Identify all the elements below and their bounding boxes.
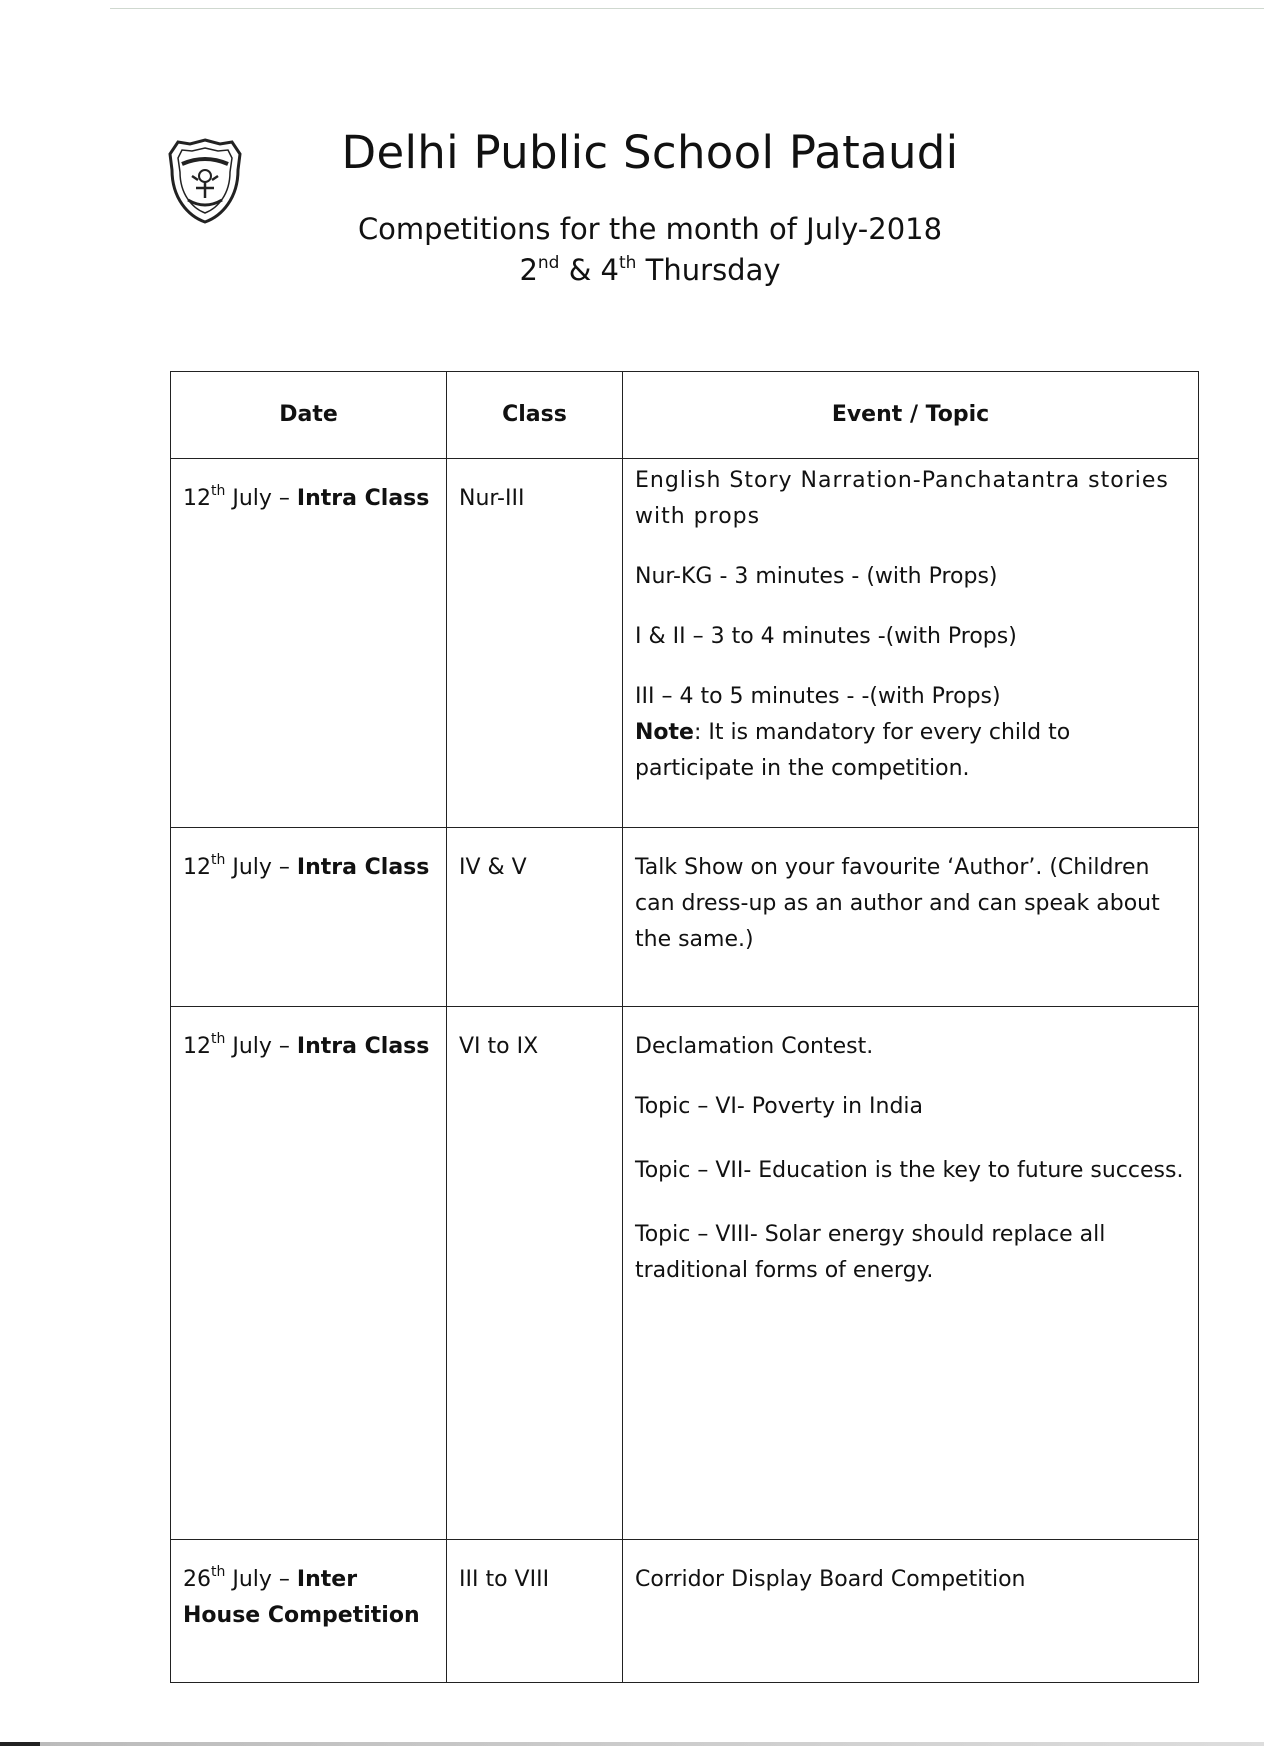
event-cell: [623, 1007, 1199, 1540]
date-cell: 12th July – Intra Class: [171, 828, 447, 1007]
event-title: Talk Show on your favourite ‘Author’. (Children can dress-up as an author and can speak about the same.): [635, 855, 1160, 952]
header-date: Date: [171, 372, 447, 459]
subtitle-month: Competitions for the month of July-2018: [357, 212, 943, 246]
event-detail: I & II – 3 to 4 minutes -(with Props): [635, 624, 1017, 649]
event-detail: Nur-KG - 3 minutes - (with Props): [635, 564, 998, 589]
event-title: Declamation Contest.: [635, 1034, 874, 1059]
event-title: Corridor Display Board Competition: [635, 1567, 1026, 1592]
scan-artifact-bottom: [0, 1742, 1264, 1746]
table-row: [171, 828, 1199, 1007]
date-cell: 26th July – Inter House Competition: [171, 1540, 447, 1683]
event-cell: [623, 459, 1199, 828]
class-cell: III to VIII: [447, 1540, 623, 1683]
header-event-topic: Event / Topic: [623, 372, 1199, 459]
date-cell: 12th July – Intra Class: [171, 459, 447, 828]
table-row: [171, 1540, 1199, 1683]
class-cell: Nur-III: [447, 459, 623, 828]
date-cell: 12th July – Intra Class: [171, 1007, 447, 1540]
table-header-row: [171, 372, 1199, 459]
class-cell: VI to IX: [447, 1007, 623, 1540]
event-title: English Story Narration-Panchatantra stories with props: [635, 468, 1169, 529]
competitions-table: [170, 371, 1199, 1683]
event-cell: [623, 1540, 1199, 1683]
event-note: Note: It is mandatory for every child to participate in the competition.: [635, 720, 1071, 781]
class-cell: IV & V: [447, 828, 623, 1007]
table-row: [171, 459, 1199, 828]
subtitle-days: 2nd & 4th Thursday: [519, 252, 781, 287]
event-detail: Topic – VIII- Solar energy should replace all traditional forms of energy.: [635, 1222, 1106, 1283]
school-name-title: Delhi Public School Pataudi: [341, 126, 959, 179]
event-detail: III – 4 to 5 minutes - -(with Props): [635, 684, 1001, 709]
event-detail: Topic – VII- Education is the key to future success.: [635, 1158, 1184, 1183]
competitions-subtitle: [300, 209, 1000, 290]
event-cell: [623, 828, 1199, 1007]
scan-artifact-top: [110, 8, 1264, 9]
header-class: Class: [447, 372, 623, 459]
table-row: [171, 1007, 1199, 1540]
event-detail: Topic – VI- Poverty in India: [635, 1094, 924, 1119]
